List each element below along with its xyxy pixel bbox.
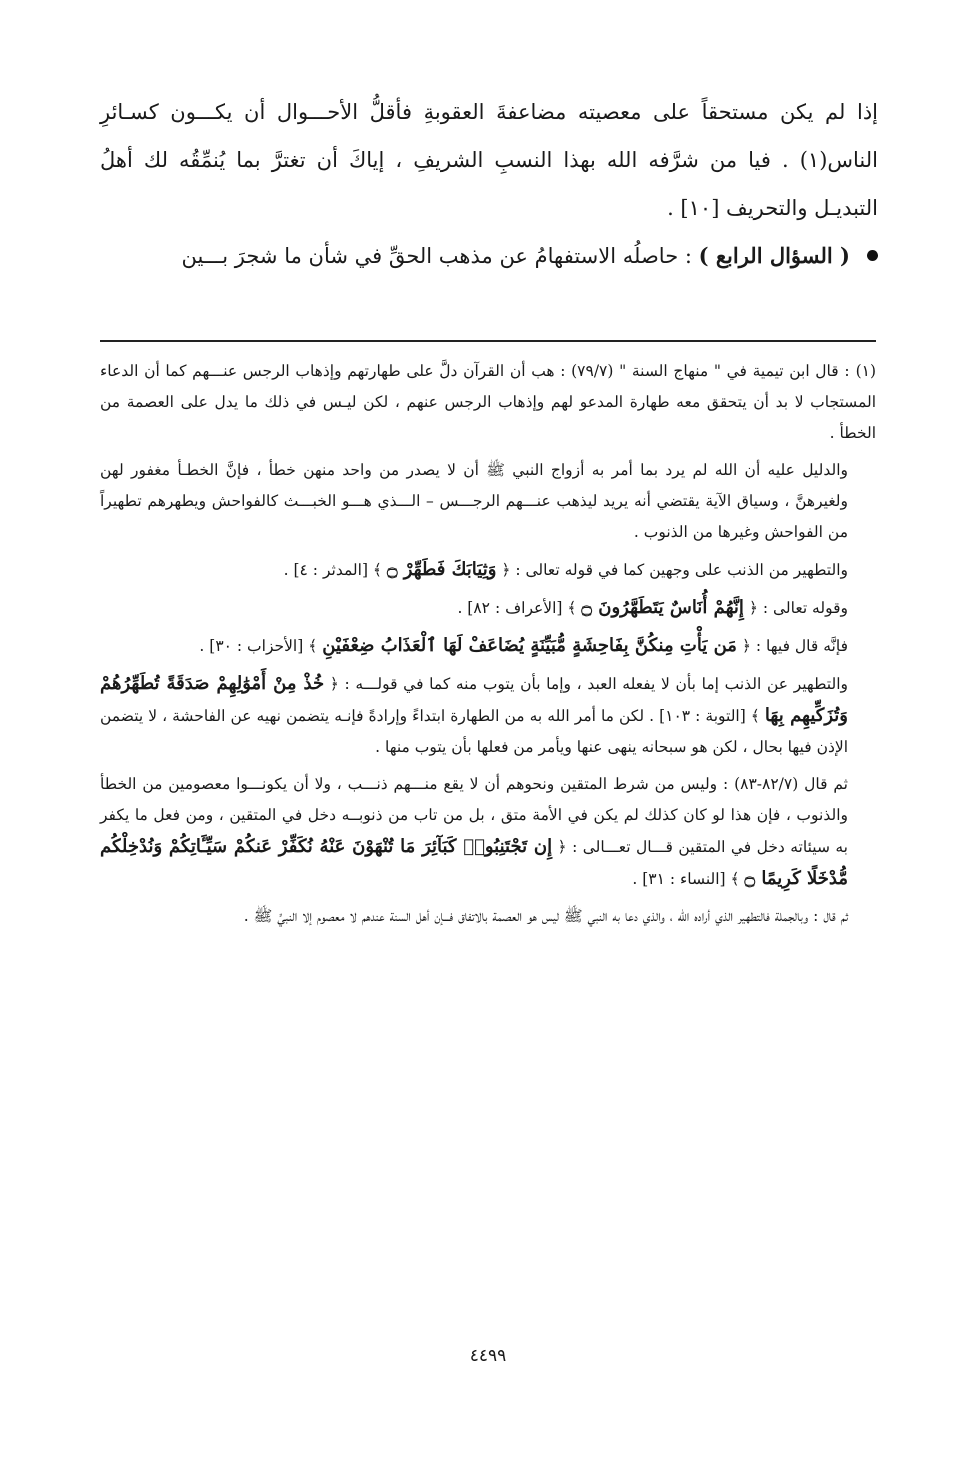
- footnote-text: ﴾ [الأعراف : ٨٢] .: [457, 599, 577, 617]
- quran-verse: مَن يَأْتِ مِنكُنَّ بِفَاحِشَةٍ مُّبَيِّنَةٍ يُضَاعَفْ لَهَا ٱلْعَذَابُ ضِعْفَيْنِ: [322, 635, 737, 656]
- footnote-paragraph: [100, 769, 876, 895]
- footnote-paragraph: والدليل عليه أن الله لم يرد بما أمر به أزواج النبي ﷺ أن لا يصدر من واحد منهن خطأ ، فإنَّ الخطـأ مغفور لهن ولغيرهنَّ ، وسياق الآية يقتضي أنه يريد ليذهب عنـــهم الرجـــس – الـــذي هـــو الخبـــث كالفواحش ويطهرهم تطهيراً من الفواحش وغيرها من الذنوب .: [100, 461, 848, 541]
- footnote-text: والتطهير عن الذنب إما بأن لا يفعله العبد ، وإما بأن يتوب منه كما في قولـــه : ﴿: [329, 675, 848, 693]
- footnote-paragraph: [100, 630, 876, 662]
- footnote-paragraph: ثم قال : وبالجملة فالتطهير الذي أراده الله ، والذي دعا به النبي ﷺ ليس هو العصمة بالاتفاق فـــإن أهل السنة عندهم لا معصوم إلا النبيِّ ﷺ .: [243, 907, 848, 925]
- footnote-text: وقوله تعالى : ﴿: [748, 599, 848, 617]
- quran-verse: إِنَّهُمْ أُنَاسٌ يَتَطَهَّرُونَ ۝: [581, 597, 744, 618]
- footnote-text: ﴾ [النساء : ٣١] .: [632, 870, 740, 888]
- footnote-separator: [100, 340, 876, 342]
- footnote-paragraph: [100, 668, 876, 763]
- footnote-paragraph: [100, 554, 876, 586]
- footnote-text: ﴾ [الأحزاب : ٣٠] .: [199, 637, 318, 655]
- footnote-text: فإنَّه قال فيها : ﴿: [741, 637, 848, 655]
- main-text: [100, 88, 878, 280]
- quran-verse: وَثِيَابَكَ فَطَهِّرْ ۝: [386, 559, 497, 580]
- quran-verse: خُذْ مِنْ أَمْوَٰلِهِمْ صَدَقَةً تُطَهِّرُهُمْ وَتُزَكِّيهِم بِهَا: [100, 673, 848, 726]
- footnote-paragraph: [100, 356, 876, 449]
- footnote-paragraph: [100, 592, 876, 624]
- quran-verse: إِن تَجْتَنِبُوا۟ كَبَآئِرَ مَا تُنْهَوْنَ عَنْهُ نُكَفِّرْ عَنكُمْ سَيِّـَٔاتِكُمْ وَنُدْخِلْكُم مُّدْخَلًا كَرِيمًا ۝: [100, 836, 848, 889]
- footnotes: [100, 356, 876, 938]
- page-number: ٤٤٩٩: [469, 1346, 507, 1366]
- footnote-text: ﴾ [المدثر : ٤] .: [283, 561, 382, 579]
- footnote-text: والتطهير من الذنب على وجهين كما في قوله تعالى : ﴿: [501, 561, 848, 579]
- question-four-label: ( السؤال الرابع ): [698, 243, 850, 268]
- question-four-text: : حاصلُه الاستفهامُ عن مذهب الحقِّ في شأن ما شجرَ بـــين: [181, 244, 699, 268]
- footnote-text: : قال ابن تيمية في " منهاج السنة " (٧٩/٧) : هب أن القرآن دلَّ على طهارتهم وإذهاب الرجس عنـــهم كما أن الدعاء المستجاب لا بد أن يتحقق معه طهارة المدعو لهم وإذهاب الرجس عنهم ، لكن ليـس في ذلك ما يدل على العصمة من الخطأ .: [100, 362, 876, 442]
- footnote-text: ثم قال (٨٢/٧-٨٣) : وليس من شرط المتقين ونحوهم أن لا يقع منـــهم ذنـــب ، ولا أن يكونـــوا معصومين من الخطأ والذنوب ، فإن هذا لو كان كذلك لم يكن في الأمة متق ، بل من تاب من ذنوبــه دخل في المتقين ، ومن فعل ما يكفر به سيئاته دخل في المتقين قـــال تعـــالى : ﴿: [100, 775, 848, 856]
- question-four-line: [100, 232, 878, 280]
- bullet-icon: [867, 250, 878, 261]
- page: [100, 88, 878, 1477]
- footnote-marker: (١): [855, 362, 877, 380]
- main-paragraph: إذا لم يكن مستحقاً على معصيته مضاعفةَ العقوبةِ فأقلُّ الأحـــوال أن يكـــون كسـائرِ الناس(١) . فيا من شرَّفه الله بهذا النسبِ الشريفِ ، إياكَ أن تغترَّ بما يُنمِّقُه لك أهلُ التبديـل والتحريف [١٠] .: [100, 100, 878, 220]
- footnote-text: ﴾ [التوبة : ١٠٣] . لكن ما أمر الله به من الطهارة ابتداءً وإرادةً فإنـه يتضمن نهيه عن الفاحشة ، لا يتضمن الإذن فيها بحال ، لكن هو سبحانه ينهى عنها ويأمر من فعلها بأن يتوب منها .: [100, 707, 848, 756]
